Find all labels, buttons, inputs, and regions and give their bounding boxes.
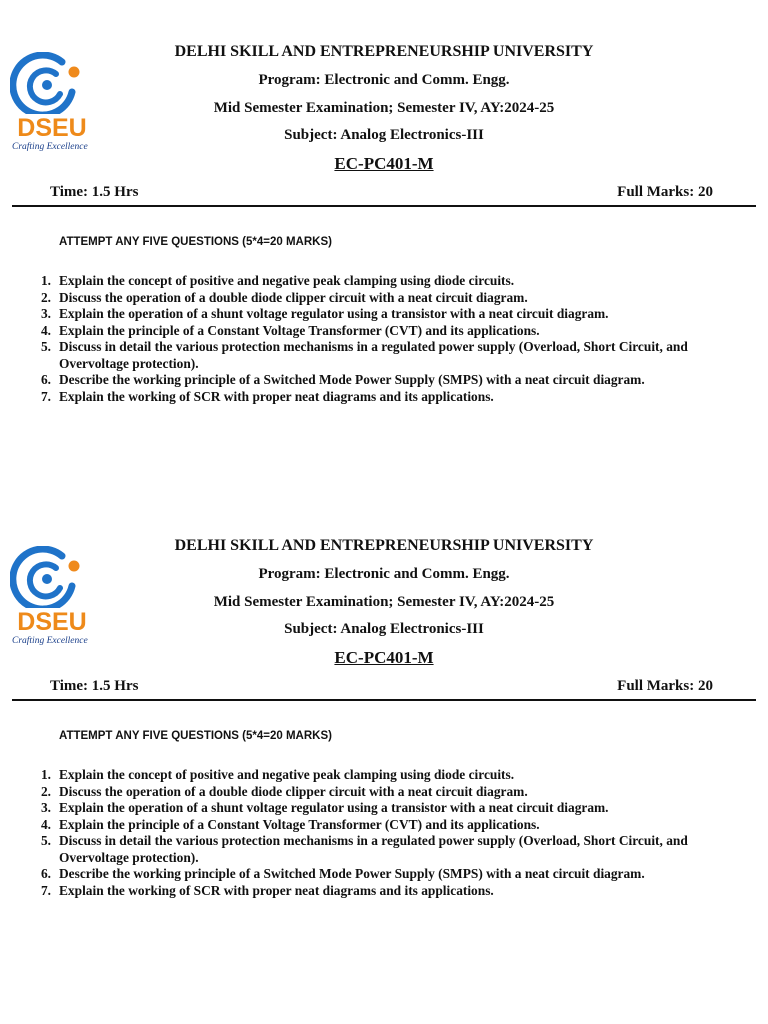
question-item xyxy=(20,866,740,883)
question-item xyxy=(20,389,740,406)
header-divider xyxy=(12,699,756,701)
question-number: 3. xyxy=(40,306,51,321)
question-number: 7. xyxy=(40,882,51,898)
question-number: 2. xyxy=(40,289,51,305)
question-text: Describe the working principle of a Switched Mode Power Supply (SMPS) with a neat circuit diagram. xyxy=(59,866,645,881)
question-item xyxy=(20,306,740,323)
full-marks: Full Marks: 20 xyxy=(617,184,713,200)
instructions: ATTEMPT ANY FIVE QUESTIONS (5*4=20 MARKS) xyxy=(59,236,332,248)
question-text: Explain the operation of a shunt voltage regulator using a transistor with a neat circuit diagram. xyxy=(59,800,609,815)
program-line: Program: Electronic and Comm. Engg. xyxy=(258,566,510,582)
question-text: Discuss the operation of a double diode clipper circuit with a neat circuit diagram. xyxy=(59,783,528,799)
question-item xyxy=(20,323,740,340)
logo-tagline: Crafting Excellence xyxy=(12,142,88,152)
question-text: Explain the concept of positive and negative peak clamping using diode circuits. xyxy=(59,273,515,288)
course-code: EC-PC401-M xyxy=(334,648,434,667)
subject-line: Subject: Analog Electronics-III xyxy=(284,127,484,143)
question-text: Discuss in detail the various protection mechanisms in a regulated power supply (Overload, Short Circuit, and Overvoltage protection). xyxy=(59,339,688,371)
question-text: Explain the operation of a shunt voltage regulator using a transistor with a neat circuit diagram. xyxy=(59,306,609,321)
question-text: Discuss in detail the various protection mechanisms in a regulated power supply (Overload, Short Circuit, and Overvoltage protection). xyxy=(59,833,688,865)
question-item xyxy=(20,767,740,784)
full-marks: Full Marks: 20 xyxy=(617,678,713,694)
question-number: 6. xyxy=(40,372,51,387)
question-number: 2. xyxy=(40,783,51,799)
university-title: DELHI SKILL AND ENTREPRENEURSHIP UNIVERSITY xyxy=(174,43,594,60)
question-number: 4. xyxy=(40,816,51,832)
question-item xyxy=(20,290,740,307)
question-paper-copy-2 xyxy=(0,494,768,914)
question-list xyxy=(20,273,740,405)
course-code-line xyxy=(0,154,768,174)
university-title: DELHI SKILL AND ENTREPRENEURSHIP UNIVERSITY xyxy=(174,537,594,554)
question-item xyxy=(20,800,740,817)
program-line: Program: Electronic and Comm. Engg. xyxy=(258,72,510,88)
exam-duration: Time: 1.5 Hrs xyxy=(50,184,139,200)
question-item xyxy=(20,372,740,389)
question-text: Explain the working of SCR with proper neat diagrams and its applications. xyxy=(59,388,494,404)
question-number: 6. xyxy=(40,866,51,881)
question-item xyxy=(20,339,740,372)
logo-tagline: Crafting Excellence xyxy=(12,636,88,646)
question-text: Explain the working of SCR with proper neat diagrams and its applications. xyxy=(59,882,494,898)
question-paper-copy-1 xyxy=(0,0,768,420)
question-number: 5. xyxy=(40,833,51,848)
question-text: Explain the principle of a Constant Voltage Transformer (CVT) and its applications. xyxy=(59,816,540,832)
question-number: 5. xyxy=(40,339,51,354)
question-list xyxy=(20,767,740,899)
question-item xyxy=(20,273,740,290)
question-number: 1. xyxy=(40,273,51,288)
course-code: EC-PC401-M xyxy=(334,154,434,173)
course-code-line xyxy=(0,648,768,668)
instructions: ATTEMPT ANY FIVE QUESTIONS (5*4=20 MARKS) xyxy=(59,730,332,742)
exam-duration: Time: 1.5 Hrs xyxy=(50,678,139,694)
header-divider xyxy=(12,205,756,207)
question-item xyxy=(20,817,740,834)
question-text: Explain the concept of positive and negative peak clamping using diode circuits. xyxy=(59,767,515,782)
question-text: Describe the working principle of a Switched Mode Power Supply (SMPS) with a neat circuit diagram. xyxy=(59,372,645,387)
question-text: Discuss the operation of a double diode clipper circuit with a neat circuit diagram. xyxy=(59,289,528,305)
question-item xyxy=(20,784,740,801)
subject-line: Subject: Analog Electronics-III xyxy=(284,621,484,637)
question-number: 3. xyxy=(40,800,51,815)
question-item xyxy=(20,883,740,900)
exam-line: Mid Semester Examination; Semester IV, AY:2024-25 xyxy=(213,100,555,116)
logo-wordmark: DSEU xyxy=(17,608,87,636)
question-item xyxy=(20,833,740,866)
exam-line: Mid Semester Examination; Semester IV, AY:2024-25 xyxy=(213,594,555,610)
question-number: 7. xyxy=(40,388,51,404)
question-text: Explain the principle of a Constant Voltage Transformer (CVT) and its applications. xyxy=(59,322,540,338)
logo-wordmark: DSEU xyxy=(17,114,87,142)
question-number: 4. xyxy=(40,322,51,338)
question-number: 1. xyxy=(40,767,51,782)
